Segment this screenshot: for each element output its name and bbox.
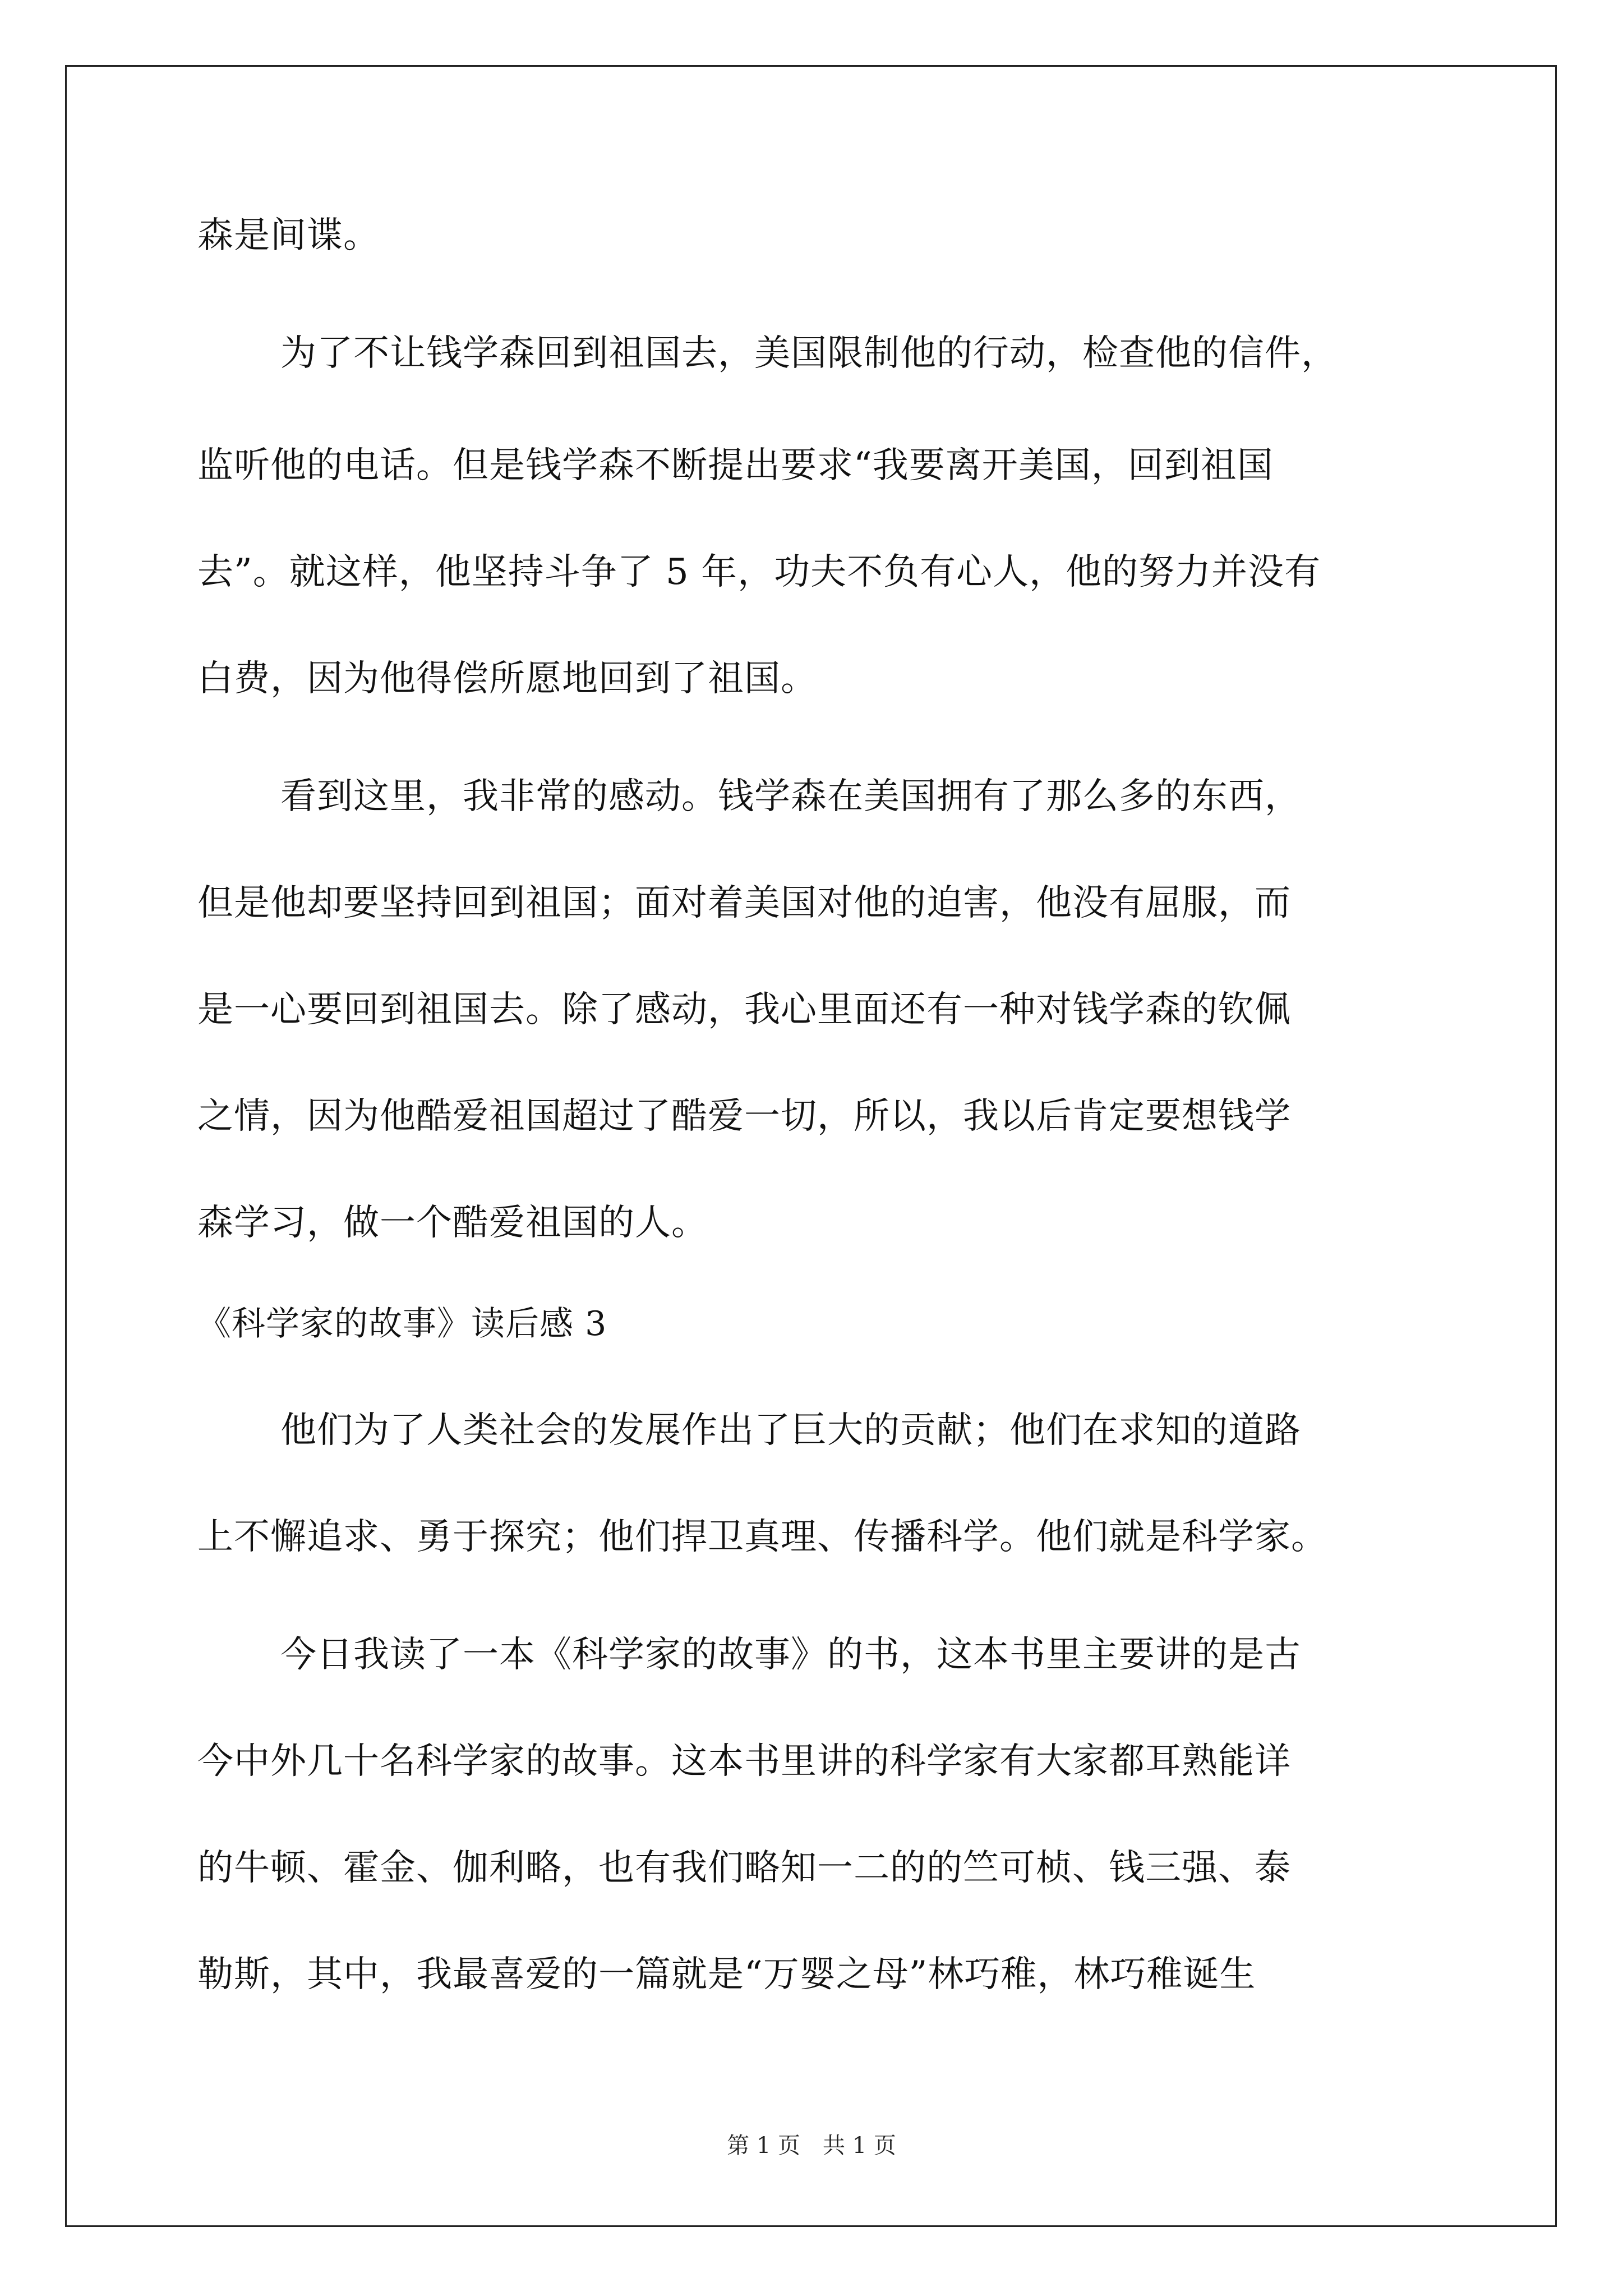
text-line: 今日我读了一本《科学家的故事》的书，这本书里主要讲的是古 bbox=[280, 1634, 1301, 1676]
text-line: 上不懈追求、勇于探究；他们捍卫真理、传播科学。他们就是科学家。 bbox=[197, 1516, 1327, 1558]
section-heading: 《科学家的故事》读后感 3 bbox=[197, 1304, 607, 1343]
text-line: 但是他却要坚持回到祖国；面对着美国对他的迫害，他没有屈服，而 bbox=[197, 882, 1291, 924]
text-line: 他们为了人类社会的发展作出了巨大的贡献；他们在求知的道路 bbox=[280, 1410, 1301, 1451]
text-line: 勒斯，其中，我最喜爱的一篇就是“万婴之母”林巧稚，林巧稚诞生 bbox=[197, 1954, 1256, 1995]
page-border bbox=[65, 65, 1557, 2227]
text-line: 监听他的电话。但是钱学森不断提出要求“我要离开美国，回到祖国 bbox=[197, 445, 1274, 486]
text-line: 森学习，做一个酷爱祖国的人。 bbox=[197, 1202, 708, 1244]
text-line: 看到这里，我非常的感动。钱学森在美国拥有了那么多的东西， bbox=[280, 776, 1301, 817]
text-line: 白费，因为他得偿所愿地回到了祖国。 bbox=[197, 658, 817, 700]
text-line: 今中外几十名科学家的故事。这本书里讲的科学家有大家都耳熟能详 bbox=[197, 1741, 1291, 1782]
text-line: 为了不让钱学森回到祖国去，美国限制他的行动，检查他的信件， bbox=[280, 333, 1338, 374]
page-number-footer: 第 1 页 共 1 页 bbox=[727, 2133, 896, 2159]
text-line: 的牛顿、霍金、伽利略，也有我们略知一二的的竺可桢、钱三强、泰 bbox=[197, 1847, 1291, 1889]
text-line: 森是间谍。 bbox=[197, 215, 380, 256]
text-line: 之情，因为他酷爱祖国超过了酷爱一切，所以，我以后肯定要想钱学 bbox=[197, 1096, 1291, 1137]
text-line: 去”。就这样，他坚持斗争了 5 年，功夫不负有心人，他的努力并没有 bbox=[197, 551, 1321, 593]
text-line: 是一心要回到祖国去。除了感动，我心里面还有一种对钱学森的钦佩 bbox=[197, 989, 1291, 1030]
